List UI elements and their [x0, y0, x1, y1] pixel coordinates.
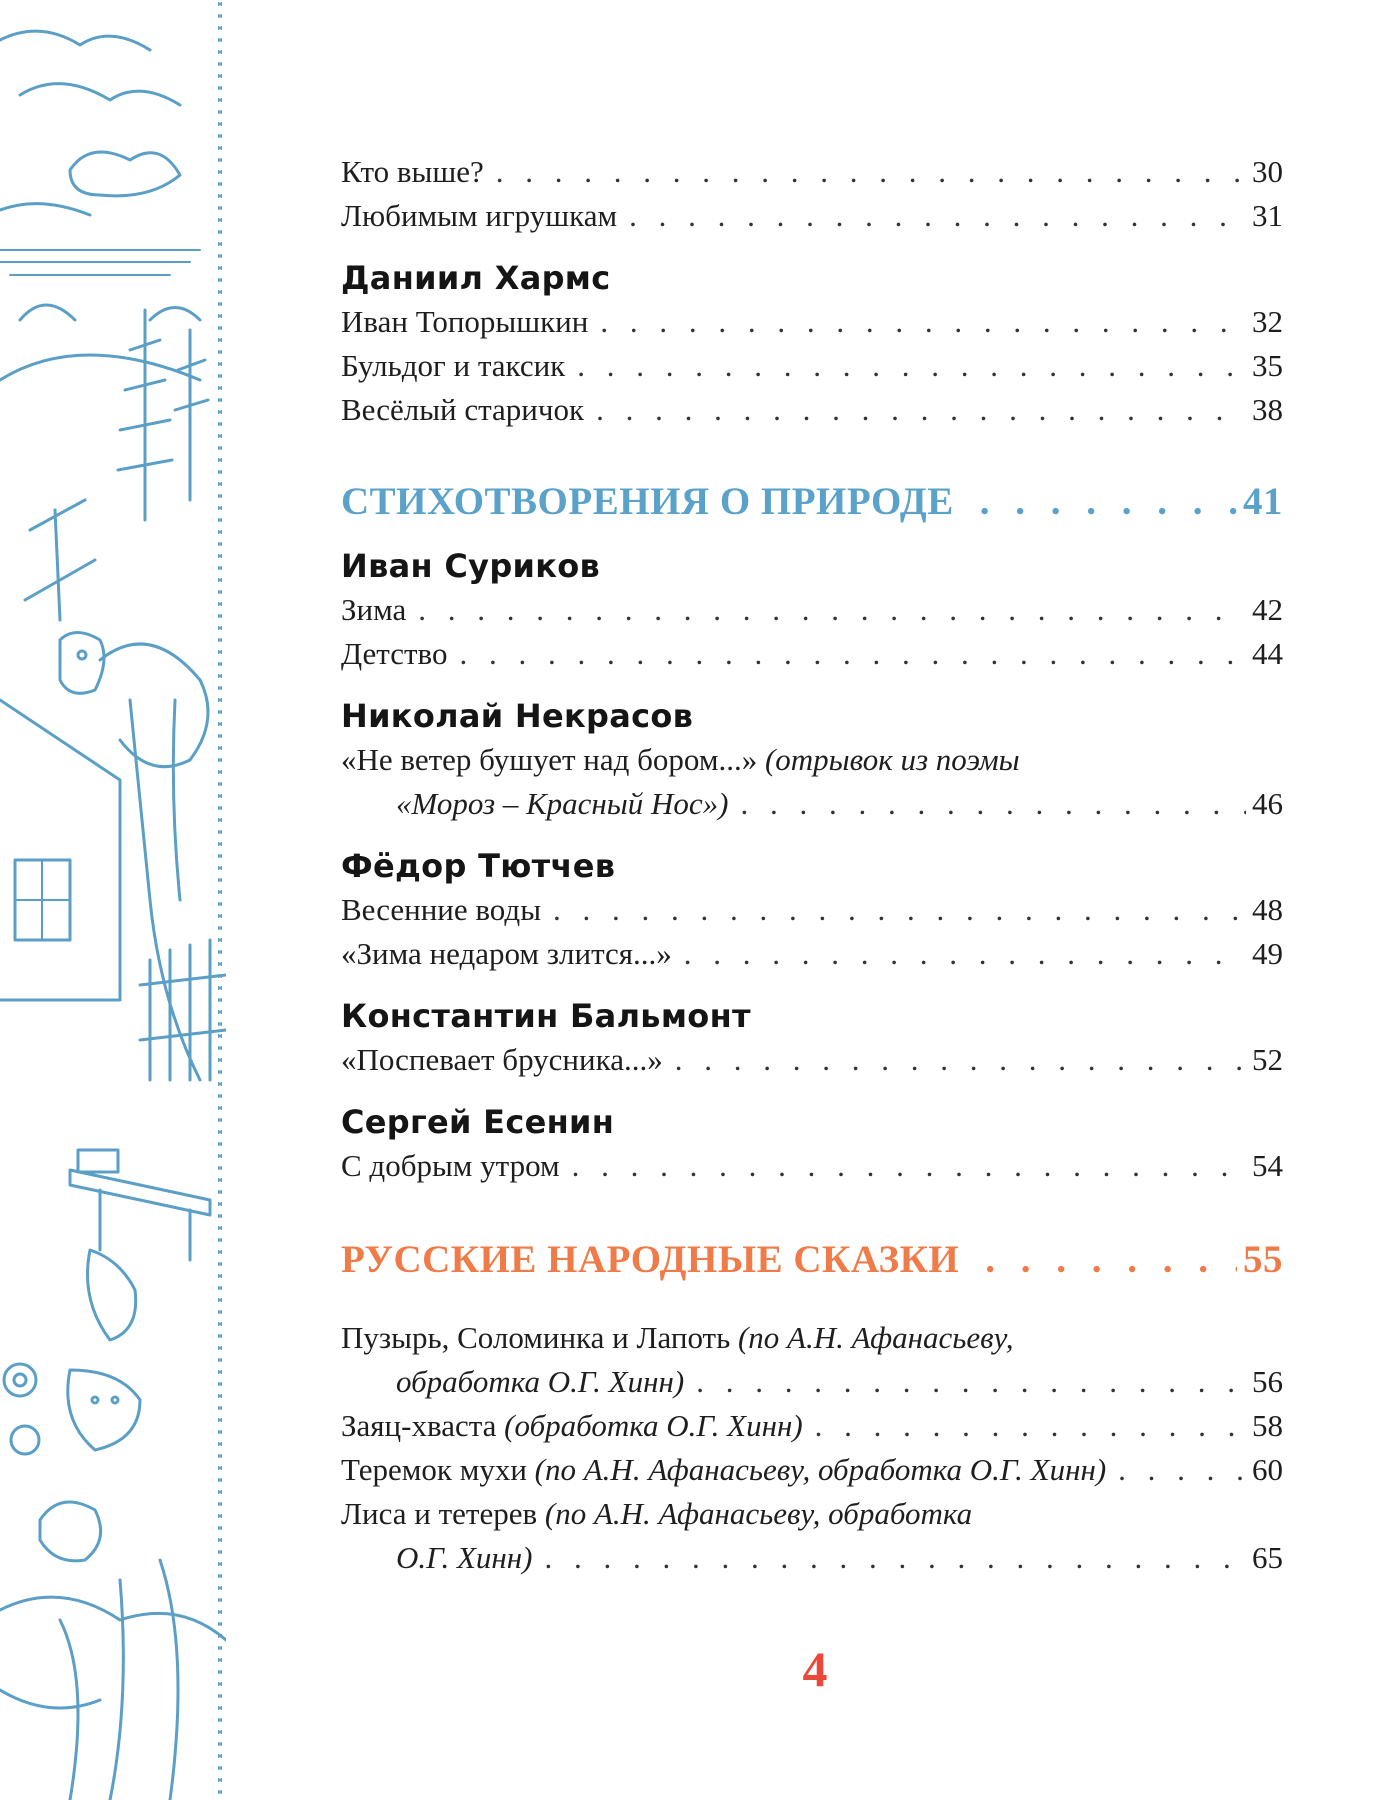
toc-entry[interactable] — [341, 1144, 1283, 1188]
toc-entry-line2[interactable] — [341, 782, 1283, 826]
toc-entry-line1[interactable] — [341, 1492, 1283, 1536]
author-heading: Иван Суриков — [341, 547, 601, 585]
entry-note: «Мороз – Красный Нос») — [396, 786, 729, 821]
entry-page: 32 — [1252, 304, 1283, 339]
leader-dots — [577, 344, 1246, 388]
leader-dots — [496, 150, 1246, 194]
entry-page: 30 — [1252, 154, 1283, 189]
entry-note: (по А.Н. Афанасьеву, обработка О.Г. Хинн) — [534, 1452, 1107, 1487]
leader-dots — [741, 782, 1246, 826]
author-heading: Даниил Хармс — [341, 259, 611, 297]
entry-page: 52 — [1252, 1042, 1283, 1077]
entry-title: Лиса и тетерев — [341, 1496, 538, 1531]
section-title: СТИХОТВОРЕНИЯ О ПРИРОДЕ — [341, 480, 954, 523]
toc-entry[interactable] — [341, 932, 1283, 976]
entry-title: Теремок мухи — [341, 1452, 527, 1487]
entry-page: 38 — [1252, 392, 1283, 427]
toc-entry[interactable] — [341, 300, 1283, 344]
toc-entry[interactable] — [341, 1404, 1283, 1448]
toc-entry-line1[interactable] — [341, 1316, 1283, 1360]
leader-dots — [675, 1038, 1246, 1082]
toc-entry[interactable] — [341, 194, 1283, 238]
toc-entry[interactable] — [341, 388, 1283, 432]
leader-dots — [418, 588, 1246, 632]
entry-page: 35 — [1252, 348, 1283, 383]
section-page: 55 — [1243, 1238, 1283, 1281]
toc-entry[interactable] — [341, 888, 1283, 932]
entry-page: 44 — [1252, 636, 1283, 671]
section-title: РУССКИЕ НАРОДНЫЕ СКАЗКИ — [341, 1238, 960, 1281]
entry-title: «Зима недаром злится...» — [341, 936, 672, 971]
leader-dots — [696, 1360, 1246, 1404]
leader-dots — [544, 1536, 1246, 1580]
entry-title: Весенние воды — [341, 892, 542, 927]
author-heading: Сергей Есенин — [341, 1103, 615, 1141]
entry-title: С добрым утром — [341, 1148, 560, 1183]
entry-note: О.Г. Хинн) — [396, 1540, 533, 1575]
entry-page: 56 — [1252, 1364, 1283, 1399]
section-page: 41 — [1243, 480, 1283, 523]
leader-dots — [684, 932, 1246, 976]
entry-title: Детство — [341, 636, 448, 671]
entry-title: Пузырь, Соломинка и Лапоть — [341, 1320, 731, 1355]
leader-dots — [459, 632, 1246, 676]
side-illustration — [0, 0, 226, 1800]
leader-dots — [985, 1232, 1237, 1288]
section-heading-nature[interactable] — [341, 474, 1283, 530]
table-of-contents — [341, 150, 1283, 1580]
leader-dots — [600, 300, 1246, 344]
toc-entry[interactable] — [341, 344, 1283, 388]
entry-title: Зима — [341, 592, 407, 627]
entry-page: 65 — [1252, 1540, 1283, 1575]
leader-dots — [553, 888, 1246, 932]
entry-title: Бульдог и таксик — [341, 348, 566, 383]
entry-note: (по А.Н. Афанасьеву, обработка — [544, 1496, 973, 1531]
entry-title: Кто выше? — [341, 154, 484, 189]
toc-entry-line1[interactable] — [341, 738, 1283, 782]
toc-entry[interactable] — [341, 150, 1283, 194]
toc-entry[interactable] — [341, 1448, 1283, 1492]
entry-note: (по А.Н. Афанасьеву, — [737, 1320, 1014, 1355]
toc-entry-line2[interactable] — [341, 1360, 1283, 1404]
entry-page: 58 — [1252, 1408, 1283, 1443]
toc-entry[interactable] — [341, 632, 1283, 676]
toc-entry[interactable] — [341, 588, 1283, 632]
entry-note: (отрывок из поэмы — [764, 742, 1020, 777]
section-heading-folk-tales[interactable] — [341, 1232, 1283, 1288]
entry-title: Заяц-хваста — [341, 1408, 497, 1443]
leader-dots — [572, 1144, 1246, 1188]
toc-entry[interactable] — [341, 1038, 1283, 1082]
entry-title: Иван Топорышкин — [341, 304, 589, 339]
leader-dots — [815, 1404, 1246, 1448]
page-number: 4 — [802, 1641, 828, 1697]
author-heading: Фёдор Тютчев — [341, 847, 616, 885]
entry-page: 60 — [1252, 1452, 1283, 1487]
entry-title: Любимым игрушкам — [341, 198, 618, 233]
toc-entry-line2[interactable] — [341, 1536, 1283, 1580]
leader-dots — [629, 194, 1246, 238]
leader-dots — [980, 474, 1237, 530]
entry-title: «Поспевает брусника...» — [341, 1042, 663, 1077]
entry-page: 48 — [1252, 892, 1283, 927]
author-heading: Николай Некрасов — [341, 697, 694, 735]
entry-note: (обработка О.Г. Хинн) — [504, 1408, 803, 1443]
entry-title: «Не ветер бушует над бором...» — [341, 742, 758, 777]
entry-title: Весёлый старичок — [341, 392, 585, 427]
leader-dots — [596, 388, 1246, 432]
leader-dots — [1118, 1448, 1246, 1492]
author-heading: Константин Бальмонт — [341, 997, 751, 1035]
entry-page: 49 — [1252, 936, 1283, 971]
entry-page: 31 — [1252, 198, 1283, 233]
entry-note: обработка О.Г. Хинн) — [396, 1364, 685, 1399]
entry-page: 46 — [1252, 786, 1283, 821]
entry-page: 54 — [1252, 1148, 1283, 1183]
entry-page: 42 — [1252, 592, 1283, 627]
